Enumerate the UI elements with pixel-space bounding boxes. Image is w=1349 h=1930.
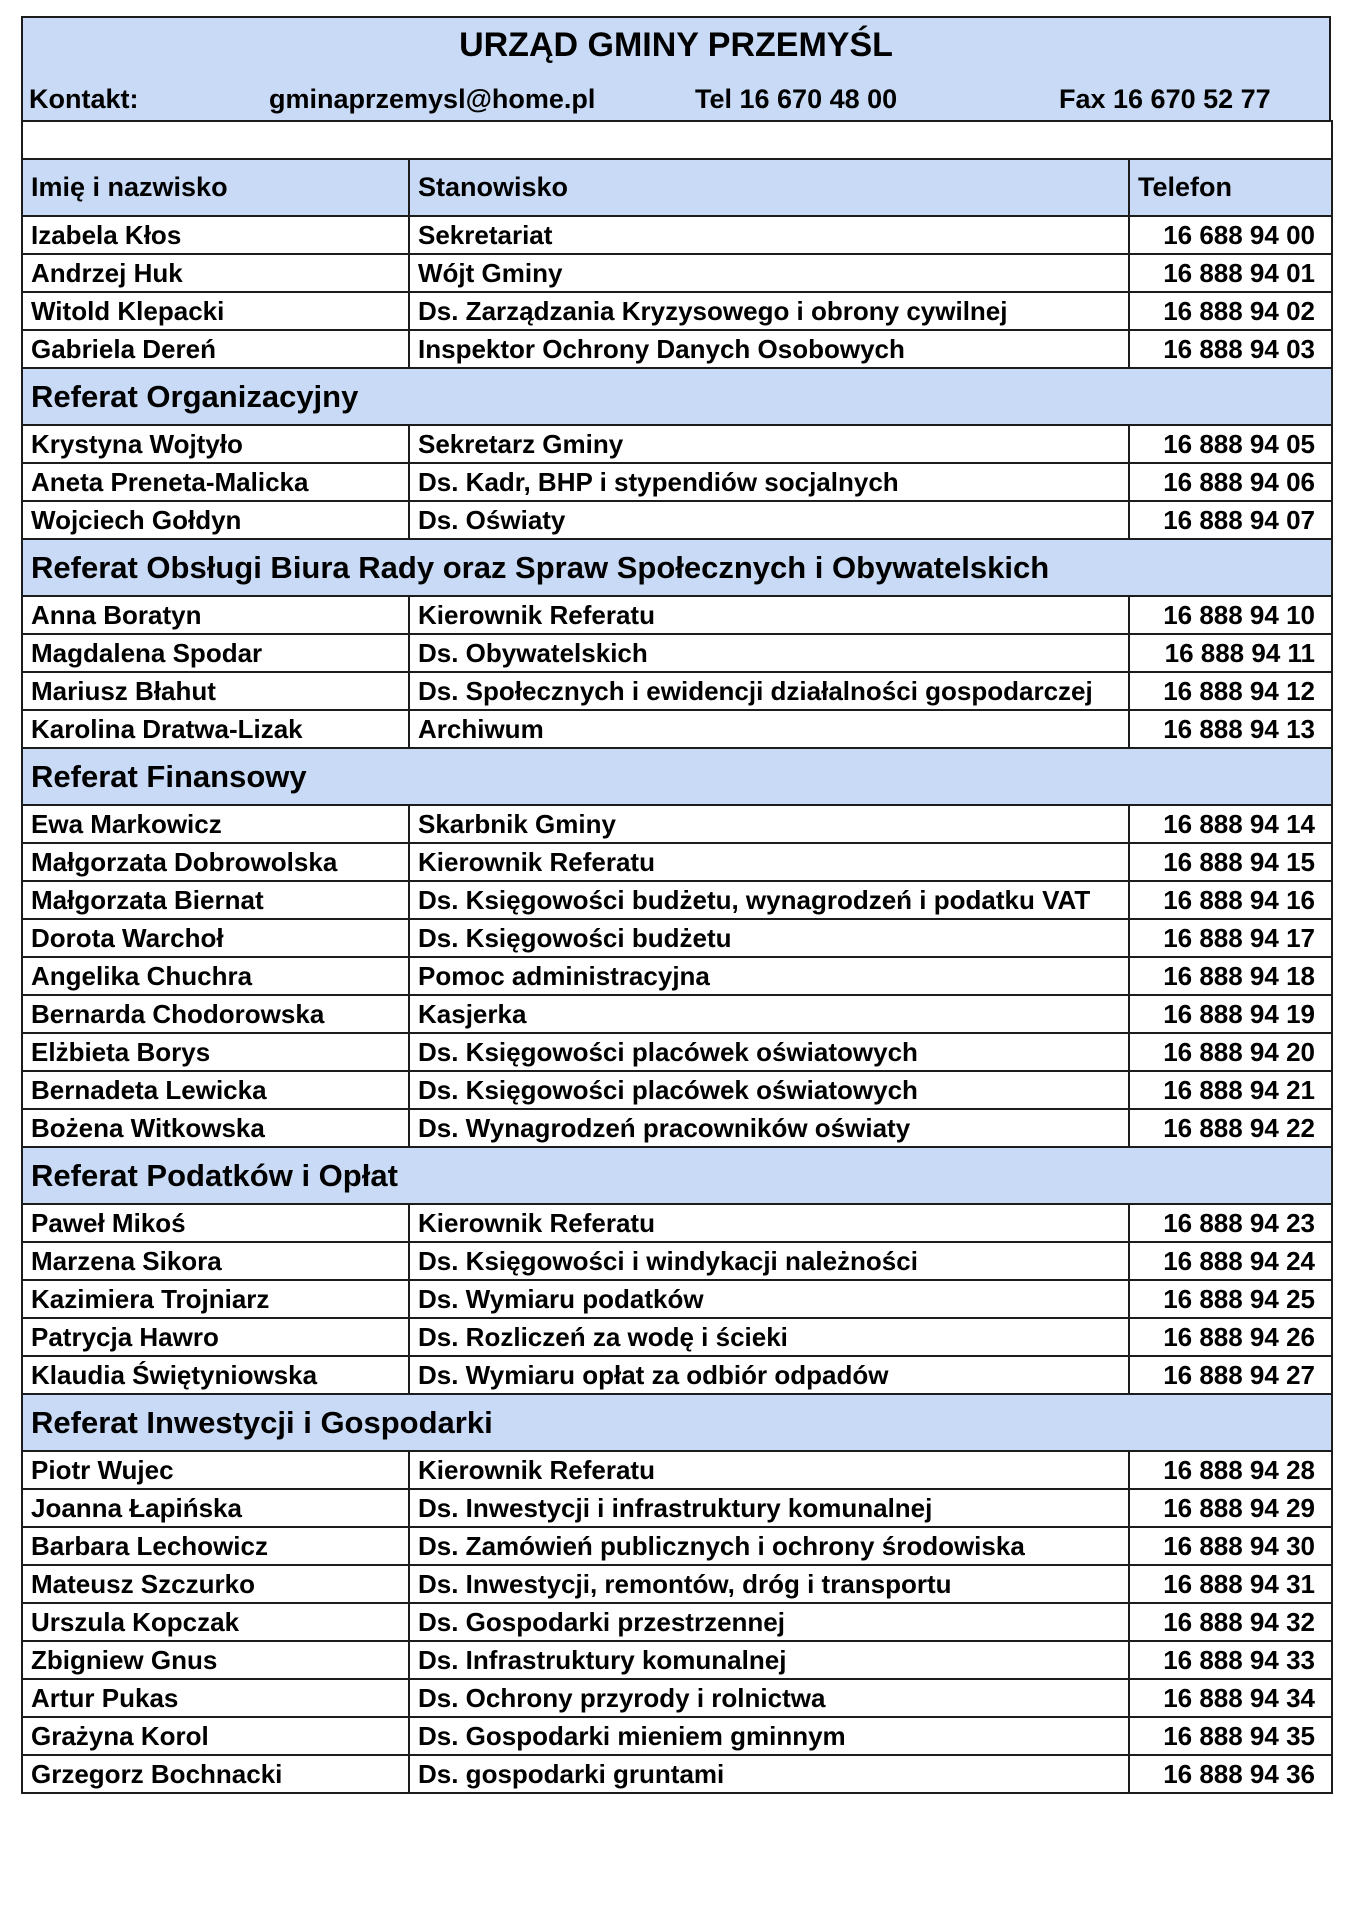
section-header-row (22, 1147, 1332, 1204)
employee-name: Krystyna Wojtyło (22, 425, 409, 463)
employee-name: Marzena Sikora (22, 1242, 409, 1280)
employee-position: Ds. gospodarki gruntami (409, 1755, 1129, 1793)
employee-phone: 16 888 94 01 (1129, 254, 1332, 292)
table-row (22, 995, 1332, 1033)
employee-phone: 16 888 94 24 (1129, 1242, 1332, 1280)
employee-name: Ewa Markowicz (22, 805, 409, 843)
table-row (22, 1356, 1332, 1394)
employee-name: Kazimiera Trojniarz (22, 1280, 409, 1318)
employee-position: Kierownik Referatu (409, 1204, 1129, 1242)
employee-phone: 16 888 94 27 (1129, 1356, 1332, 1394)
contact-email: gminaprzemysl@home.pl (269, 84, 596, 114)
table-row (22, 957, 1332, 995)
table-row (22, 1755, 1332, 1793)
section-title: Referat Obsługi Biura Rady oraz Spraw Społecznych i Obywatelskich (22, 539, 1332, 596)
contact-fax: Fax 16 670 52 77 (1059, 84, 1271, 114)
employee-name: Zbigniew Gnus (22, 1641, 409, 1679)
employee-name: Urszula Kopczak (22, 1603, 409, 1641)
employee-position: Ds. Kadr, BHP i stypendiów socjalnych (409, 463, 1129, 501)
contact-label: Kontakt: (29, 84, 139, 114)
employee-position: Inspektor Ochrony Danych Osobowych (409, 330, 1129, 368)
table-row (22, 1204, 1332, 1242)
employee-phone: 16 888 94 12 (1129, 672, 1332, 710)
employee-position: Pomoc administracyjna (409, 957, 1129, 995)
employee-phone: 16 888 94 14 (1129, 805, 1332, 843)
section-title: Referat Organizacyjny (22, 368, 1332, 425)
section-title: Referat Inwestycji i Gospodarki (22, 1394, 1332, 1451)
section-header-row (22, 368, 1332, 425)
employee-phone: 16 888 94 19 (1129, 995, 1332, 1033)
employee-name: Andrzej Huk (22, 254, 409, 292)
table-row (22, 634, 1332, 672)
column-header-phone: Telefon (1129, 159, 1332, 216)
employee-phone: 16 888 94 05 (1129, 425, 1332, 463)
employee-position: Ds. Wynagrodzeń pracowników oświaty (409, 1109, 1129, 1147)
employee-name: Aneta Preneta-Malicka (22, 463, 409, 501)
table-row (22, 672, 1332, 710)
employee-phone: 16 888 94 21 (1129, 1071, 1332, 1109)
employee-position: Sekretarz Gminy (409, 425, 1129, 463)
employee-phone: 16 888 94 32 (1129, 1603, 1332, 1641)
employee-name: Mariusz Błahut (22, 672, 409, 710)
employee-position: Sekretariat (409, 216, 1129, 254)
employee-phone: 16 888 94 06 (1129, 463, 1332, 501)
employee-phone: 16 888 94 22 (1129, 1109, 1332, 1147)
employee-name: Artur Pukas (22, 1679, 409, 1717)
employee-position: Ds. Obywatelskich (409, 634, 1129, 672)
section-title: Referat Podatków i Opłat (22, 1147, 1332, 1204)
employee-name: Klaudia Świętyniowska (22, 1356, 409, 1394)
table-row (22, 1679, 1332, 1717)
employee-name: Bożena Witkowska (22, 1109, 409, 1147)
employee-position: Archiwum (409, 710, 1129, 748)
employee-phone: 16 888 94 10 (1129, 596, 1332, 634)
employee-name: Grażyna Korol (22, 1717, 409, 1755)
employee-phone: 16 888 94 02 (1129, 292, 1332, 330)
table-row (22, 501, 1332, 539)
employee-name: Małgorzata Biernat (22, 881, 409, 919)
section-header-row (22, 539, 1332, 596)
employee-position: Ds. Inwestycji i infrastruktury komunalnej (409, 1489, 1129, 1527)
table-row (22, 1071, 1332, 1109)
contact-phone: Tel 16 670 48 00 (695, 84, 898, 114)
table-row (22, 463, 1332, 501)
employee-position: Ds. Wymiaru opłat za odbiór odpadów (409, 1356, 1129, 1394)
employee-phone: 16 888 94 11 (1129, 634, 1332, 672)
employee-phone: 16 888 94 34 (1129, 1679, 1332, 1717)
employee-phone: 16 888 94 23 (1129, 1204, 1332, 1242)
employee-position: Ds. Zamówień publicznych i ochrony środowiska (409, 1527, 1129, 1565)
employee-name: Joanna Łapińska (22, 1489, 409, 1527)
employee-name: Mateusz Szczurko (22, 1565, 409, 1603)
table-row (22, 425, 1332, 463)
employee-position: Ds. Wymiaru podatków (409, 1280, 1129, 1318)
employee-phone: 16 888 94 07 (1129, 501, 1332, 539)
table-row (22, 596, 1332, 634)
column-header-position: Stanowisko (409, 159, 1129, 216)
employee-position: Ds. Rozliczeń za wodę i ścieki (409, 1318, 1129, 1356)
employee-position: Ds. Gospodarki mieniem gminnym (409, 1717, 1129, 1755)
employee-phone: 16 888 94 29 (1129, 1489, 1332, 1527)
employee-name: Paweł Mikoś (22, 1204, 409, 1242)
employee-phone: 16 888 94 26 (1129, 1318, 1332, 1356)
table-row (22, 216, 1332, 254)
employee-name: Magdalena Spodar (22, 634, 409, 672)
employee-position: Ds. Społecznych i ewidencji działalności gospodarczej (409, 672, 1129, 710)
table-row (22, 1242, 1332, 1280)
employee-name: Izabela Kłos (22, 216, 409, 254)
table-row (22, 1280, 1332, 1318)
employee-phone: 16 888 94 33 (1129, 1641, 1332, 1679)
table-row (22, 843, 1332, 881)
employee-phone: 16 888 94 18 (1129, 957, 1332, 995)
table-row (22, 1717, 1332, 1755)
office-title: URZĄD GMINY PRZEMYŚL (459, 26, 893, 64)
table-row (22, 1451, 1332, 1489)
employee-name: Elżbieta Borys (22, 1033, 409, 1071)
table-row (22, 254, 1332, 292)
employee-name: Dorota Warchoł (22, 919, 409, 957)
employee-phone: 16 888 94 25 (1129, 1280, 1332, 1318)
employee-position: Ds. Księgowości budżetu (409, 919, 1129, 957)
table-row (22, 1109, 1332, 1147)
table-row (22, 1641, 1332, 1679)
table-row (22, 919, 1332, 957)
employee-position: Kierownik Referatu (409, 843, 1129, 881)
table-row (22, 1033, 1332, 1071)
employee-phone: 16 888 94 30 (1129, 1527, 1332, 1565)
employee-phone: 16 888 94 28 (1129, 1451, 1332, 1489)
employee-position: Ds. Oświaty (409, 501, 1129, 539)
employee-position: Ds. Księgowości placówek oświatowych (409, 1033, 1129, 1071)
table-row (22, 710, 1332, 748)
employee-position: Ds. Zarządzania Kryzysowego i obrony cywilnej (409, 292, 1129, 330)
employee-name: Bernadeta Lewicka (22, 1071, 409, 1109)
employee-position: Kierownik Referatu (409, 596, 1129, 634)
column-header-row (22, 159, 1332, 216)
employee-name: Angelika Chuchra (22, 957, 409, 995)
table-row (22, 1565, 1332, 1603)
employee-position: Skarbnik Gminy (409, 805, 1129, 843)
table-row (22, 292, 1332, 330)
table-row (22, 1527, 1332, 1565)
employee-name: Wojciech Gołdyn (22, 501, 409, 539)
employee-position: Kasjerka (409, 995, 1129, 1033)
employee-position: Ds. Inwestycji, remontów, dróg i transportu (409, 1565, 1129, 1603)
employee-position: Ds. Infrastruktury komunalnej (409, 1641, 1129, 1679)
employee-phone: 16 888 94 13 (1129, 710, 1332, 748)
section-header-row (22, 748, 1332, 805)
spacer-row (22, 121, 1332, 159)
column-header-name: Imię i nazwisko (22, 159, 409, 216)
employee-position: Kierownik Referatu (409, 1451, 1129, 1489)
table-row (22, 805, 1332, 843)
section-header-row (22, 1394, 1332, 1451)
employee-phone: 16 888 94 31 (1129, 1565, 1332, 1603)
section-title: Referat Finansowy (22, 748, 1332, 805)
table-row (22, 1603, 1332, 1641)
employee-name: Anna Boratyn (22, 596, 409, 634)
table-row (22, 330, 1332, 368)
employee-position: Wójt Gminy (409, 254, 1129, 292)
employee-position: Ds. Księgowości placówek oświatowych (409, 1071, 1129, 1109)
employee-phone: 16 888 94 17 (1129, 919, 1332, 957)
employee-phone: 16 888 94 16 (1129, 881, 1332, 919)
employee-position: Ds. Ochrony przyrody i rolnictwa (409, 1679, 1129, 1717)
contact-directory (21, 16, 1331, 1794)
employee-name: Małgorzata Dobrowolska (22, 843, 409, 881)
table-row (22, 881, 1332, 919)
employee-position: Ds. Gospodarki przestrzennej (409, 1603, 1129, 1641)
table-row (22, 1489, 1332, 1527)
employee-name: Barbara Lechowicz (22, 1527, 409, 1565)
employee-phone: 16 688 94 00 (1129, 216, 1332, 254)
table-row (22, 1318, 1332, 1356)
office-header (21, 16, 1331, 120)
employee-phone: 16 888 94 20 (1129, 1033, 1332, 1071)
employee-name: Karolina Dratwa-Lizak (22, 710, 409, 748)
employee-name: Witold Klepacki (22, 292, 409, 330)
employee-name: Gabriela Dereń (22, 330, 409, 368)
employee-position: Ds. Księgowości i windykacji należności (409, 1242, 1129, 1280)
employee-position: Ds. Księgowości budżetu, wynagrodzeń i podatku VAT (409, 881, 1129, 919)
staff-table (21, 120, 1333, 1794)
employee-phone: 16 888 94 36 (1129, 1755, 1332, 1793)
employee-phone: 16 888 94 35 (1129, 1717, 1332, 1755)
employee-name: Bernarda Chodorowska (22, 995, 409, 1033)
employee-phone: 16 888 94 15 (1129, 843, 1332, 881)
employee-name: Patrycja Hawro (22, 1318, 409, 1356)
employee-name: Grzegorz Bochnacki (22, 1755, 409, 1793)
employee-name: Piotr Wujec (22, 1451, 409, 1489)
employee-phone: 16 888 94 03 (1129, 330, 1332, 368)
